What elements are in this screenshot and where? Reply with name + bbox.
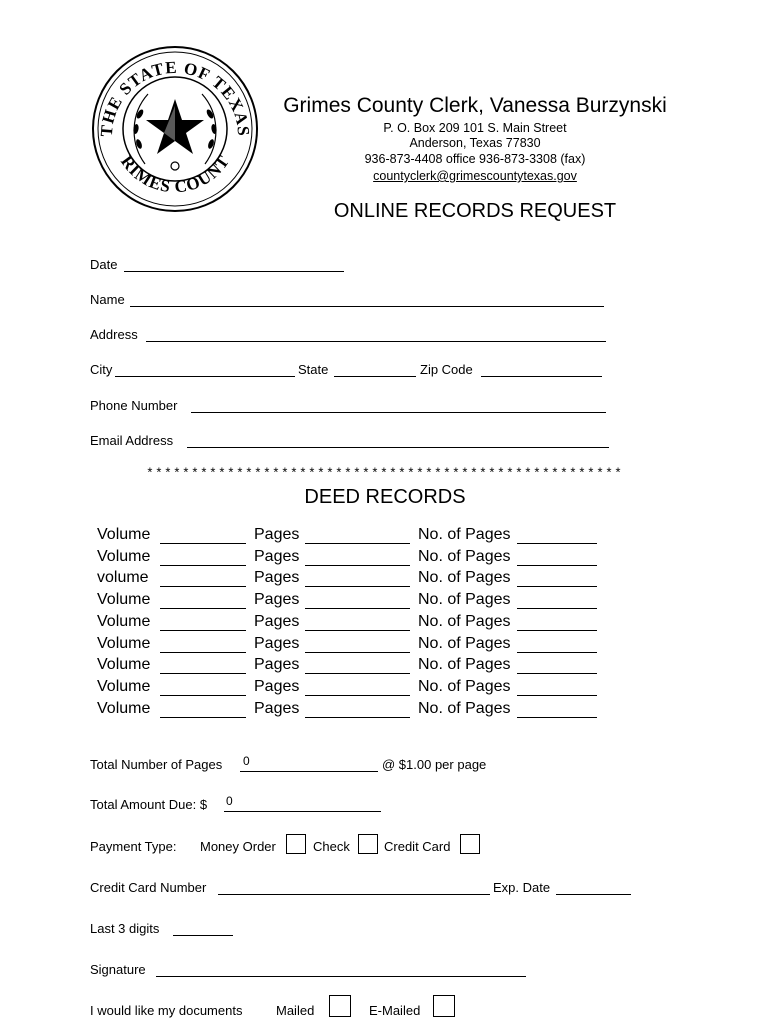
amount-due-label: Total Amount Due: $ <box>90 797 208 812</box>
deed-pages-field[interactable] <box>305 695 410 696</box>
deed-page-count-field[interactable] <box>517 695 597 696</box>
deed-pages-field[interactable] <box>305 543 410 544</box>
deed-volume-label: Volume <box>97 526 151 543</box>
deed-page-count-label: No. of Pages <box>418 548 511 565</box>
deed-volume-label: Volume <box>97 548 151 565</box>
emailed-label: E-Mailed <box>369 1003 421 1018</box>
deed-pages-field[interactable] <box>305 673 410 674</box>
rate-label: @ $1.00 per page <box>382 757 487 772</box>
total-pages-value: 0 <box>243 754 250 768</box>
deed-records-title: DEED RECORDS <box>304 486 466 508</box>
deed-page-count-field[interactable] <box>517 543 597 544</box>
address-line-1: P. O. Box 209 101 S. Main Street <box>383 121 567 135</box>
payment-type-label: Payment Type: <box>90 839 177 854</box>
deed-volume-field[interactable] <box>160 543 246 544</box>
deed-pages-label: Pages <box>254 591 300 608</box>
deed-page-count-field[interactable] <box>517 673 597 674</box>
deed-pages-label: Pages <box>254 526 300 543</box>
clerk-title: Grimes County Clerk, Vanessa Burzynski <box>283 94 667 117</box>
card-number-field[interactable] <box>218 894 490 895</box>
phone-line: 936-873-4408 office 936-873-3308 (fax) <box>364 152 586 166</box>
deed-page-count-label: No. of Pages <box>418 656 511 673</box>
state-field[interactable] <box>334 376 416 377</box>
signature-label: Signature <box>90 962 146 977</box>
city-field[interactable] <box>115 376 295 377</box>
email-field[interactable] <box>187 447 609 448</box>
deed-pages-field[interactable] <box>305 717 410 718</box>
deed-volume-label: volume <box>97 569 149 586</box>
last-3-digits-field[interactable] <box>173 935 233 936</box>
deed-pages-field[interactable] <box>305 608 410 609</box>
money-order-checkbox[interactable] <box>286 834 306 854</box>
deed-page-count-label: No. of Pages <box>418 678 511 695</box>
phone-label: Phone Number <box>90 398 178 413</box>
deed-pages-label: Pages <box>254 656 300 673</box>
address-line-2: Anderson, Texas 77830 <box>409 136 541 150</box>
deed-page-count-label: No. of Pages <box>418 635 511 652</box>
email-label: Email Address <box>90 433 174 448</box>
address-label: Address <box>90 327 138 342</box>
date-label: Date <box>90 257 118 272</box>
svg-text:THE STATE OF TEXAS: THE STATE OF TEXAS <box>96 57 254 138</box>
deed-pages-label: Pages <box>254 678 300 695</box>
deed-page-count-field[interactable] <box>517 586 597 587</box>
emailed-checkbox[interactable] <box>433 995 455 1017</box>
phone-field[interactable] <box>191 412 606 413</box>
last-3-digits-label: Last 3 digits <box>90 921 160 936</box>
deed-volume-field[interactable] <box>160 652 246 653</box>
section-separator: ***************************************************** <box>146 466 624 481</box>
exp-date-field[interactable] <box>556 894 631 895</box>
deed-volume-field[interactable] <box>160 586 246 587</box>
check-checkbox[interactable] <box>358 834 378 854</box>
deed-pages-field[interactable] <box>305 586 410 587</box>
deed-page-count-label: No. of Pages <box>418 700 511 717</box>
credit-card-label: Credit Card <box>384 839 451 854</box>
state-label: State <box>298 362 329 377</box>
deed-pages-label: Pages <box>254 548 300 565</box>
zip-label: Zip Code <box>420 362 473 377</box>
signature-field[interactable] <box>156 976 526 977</box>
deed-pages-field[interactable] <box>305 630 410 631</box>
name-field[interactable] <box>130 306 604 307</box>
deed-pages-label: Pages <box>254 569 300 586</box>
form-title: ONLINE RECORDS REQUEST <box>333 200 617 222</box>
deed-pages-label: Pages <box>254 635 300 652</box>
total-pages-label: Total Number of Pages <box>90 757 223 772</box>
check-label: Check <box>313 839 350 854</box>
deed-pages-label: Pages <box>254 613 300 630</box>
deed-page-count-field[interactable] <box>517 630 597 631</box>
deed-volume-label: Volume <box>97 635 151 652</box>
deed-page-count-field[interactable] <box>517 717 597 718</box>
deed-volume-field[interactable] <box>160 565 246 566</box>
deed-volume-label: Volume <box>97 700 151 717</box>
deed-volume-label: Volume <box>97 656 151 673</box>
deed-volume-label: Volume <box>97 678 151 695</box>
deed-page-count-label: No. of Pages <box>418 591 511 608</box>
deed-volume-field[interactable] <box>160 608 246 609</box>
email-link[interactable]: countyclerk@grimescountytexas.gov <box>373 169 577 183</box>
name-label: Name <box>90 292 125 307</box>
texas-county-seal <box>90 44 260 214</box>
date-field[interactable] <box>124 271 344 272</box>
deed-volume-label: Volume <box>97 591 151 608</box>
deed-pages-field[interactable] <box>305 652 410 653</box>
deed-page-count-label: No. of Pages <box>418 613 511 630</box>
deed-page-count-field[interactable] <box>517 652 597 653</box>
deed-volume-field[interactable] <box>160 630 246 631</box>
deed-page-count-label: No. of Pages <box>418 526 511 543</box>
city-label: City <box>90 362 113 377</box>
deed-page-count-field[interactable] <box>517 565 597 566</box>
svg-text:GRIMES COUNTY: RIMES COUNT <box>116 151 234 197</box>
card-number-label: Credit Card Number <box>90 880 207 895</box>
money-order-label: Money Order <box>200 839 276 854</box>
deed-page-count-field[interactable] <box>517 608 597 609</box>
deed-volume-label: Volume <box>97 613 151 630</box>
exp-date-label: Exp. Date <box>493 880 551 895</box>
mailed-label: Mailed <box>276 1003 315 1018</box>
zip-field[interactable] <box>481 376 602 377</box>
amount-due-field[interactable] <box>224 811 381 812</box>
address-field[interactable] <box>146 341 606 342</box>
mailed-checkbox[interactable] <box>329 995 351 1017</box>
deed-page-count-label: No. of Pages <box>418 569 511 586</box>
amount-due-value: 0 <box>226 794 233 808</box>
deed-pages-field[interactable] <box>305 565 410 566</box>
deed-volume-field[interactable] <box>160 717 246 718</box>
total-pages-field[interactable] <box>240 771 378 772</box>
credit-card-checkbox[interactable] <box>460 834 480 854</box>
deed-pages-label: Pages <box>254 700 300 717</box>
deed-volume-field[interactable] <box>160 673 246 674</box>
delivery-label: I would like my documents <box>90 1003 243 1018</box>
deed-volume-field[interactable] <box>160 695 246 696</box>
